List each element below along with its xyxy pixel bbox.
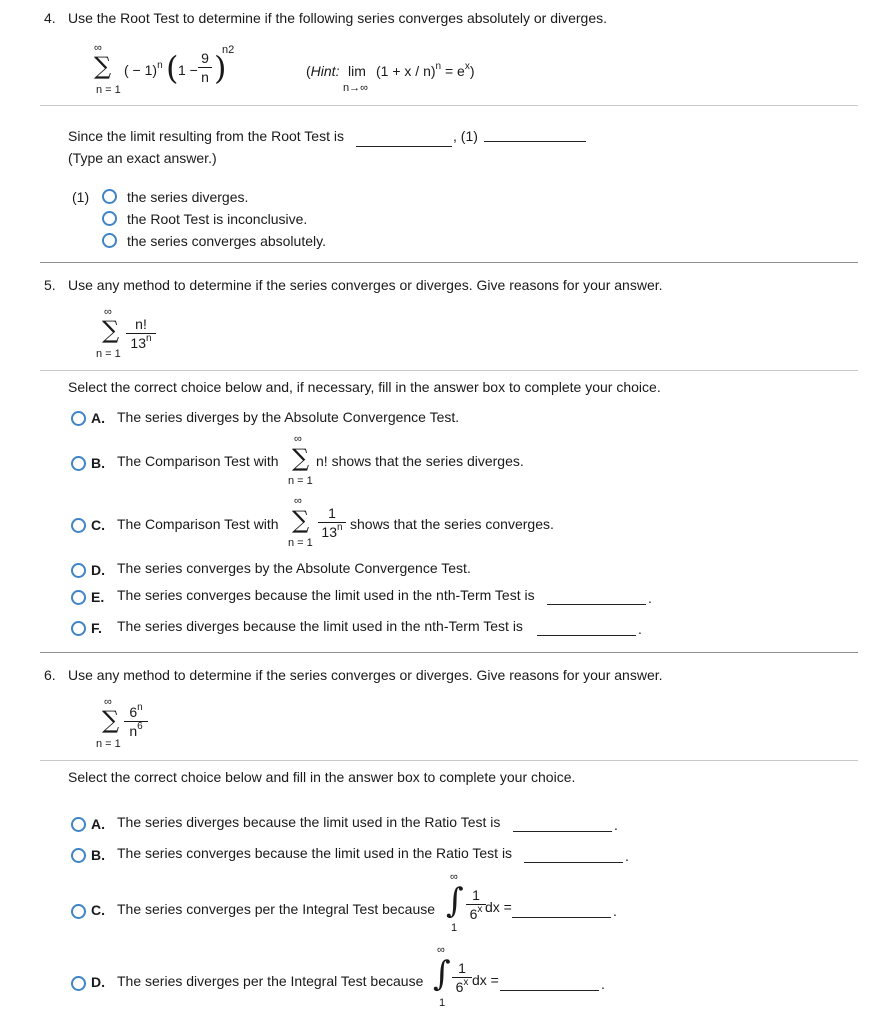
type-note: (Type an exact answer.) [68,150,217,166]
fraction-1-over-6x: 1 6$^x$ [466,887,486,922]
option-letter: A. [91,410,105,426]
radio-inconclusive[interactable] [102,211,117,226]
question-number: 6. [44,667,56,683]
divider [40,370,858,371]
option-a-answer-box[interactable] [513,831,612,832]
fraction-1-over-13n: 1 13$^n$ [318,505,346,540]
integral-upper: ∞ [437,944,445,956]
option-e-answer-box[interactable] [547,604,646,605]
sigma-lower: n = 1 [288,475,313,487]
radio-converges-absolutely[interactable] [102,233,117,248]
sigma-lower: n = 1 [288,537,313,549]
question-prompt: Use the Root Test to determine if the following series converges absolutely or diverges. [68,10,608,26]
hint-limit-under: n→∞ [343,82,368,94]
period: . [601,976,605,992]
option-d-answer-box[interactable] [500,990,599,991]
option-letter: D. [91,974,105,990]
section-divider [40,652,858,653]
sigma-symbol: ∑ [102,706,120,734]
question-number: 5. [44,277,56,293]
choice-diverges: the series diverges. [127,189,249,205]
sigma-upper: ∞ [104,696,112,708]
integral-lower: 1 [451,922,458,934]
dx-equals: dx = [472,972,499,988]
limit-statement: Since the limit resulting from the Root Test is [68,128,344,144]
close-paren: ) [214,49,227,87]
integral-symbol: ∫ [433,954,451,994]
outer-exponent: n2 [222,44,235,56]
radio-option-a[interactable] [71,411,86,426]
option-letter: B. [91,847,105,863]
fraction-nfact-over-13n: n! 13$^n$ [126,316,156,351]
option-b-text: The Comparison Test with [117,453,279,469]
option-letter: D. [91,562,105,578]
radio-diverges[interactable] [102,189,117,204]
option-letter: A. [91,816,105,832]
radio-option-c[interactable] [71,904,86,919]
option-letter: F. [91,620,102,636]
limit-answer-box[interactable] [356,146,452,147]
sigma-lower: n = 1 [96,84,121,96]
radio-option-d[interactable] [71,976,86,991]
option-c-text: The series converges per the Integral Test because [117,901,436,917]
period: . [638,621,642,637]
choice-group-label: (1) [72,189,90,205]
option-b-text: The series converges because the limit used in the Ratio Test is [117,845,513,861]
option-d-text: The series diverges per the Integral Test because [117,973,424,989]
option-c-answer-box[interactable] [512,917,611,918]
radio-option-b[interactable] [71,848,86,863]
divider [40,105,858,106]
instruction: Select the correct choice below and, if necessary, fill in the answer box to complete your choice. [68,379,661,395]
sigma-symbol: ∑ [102,316,120,344]
question-number: 4. [44,10,56,26]
option-d-text: The series converges by the Absolute Convergence Test. [117,560,471,576]
fraction-9-over-n: 9 n [198,50,212,85]
choice-converges-absolutely: the series converges absolutely. [127,233,326,249]
radio-option-d[interactable] [71,563,86,578]
radio-option-e[interactable] [71,590,86,605]
fraction-1-over-6x: 1 6$^x$ [452,960,472,995]
hint-expression: $(1 + x / n)^n = e^x$) [376,61,475,79]
option-letter: E. [91,589,105,605]
radio-option-a[interactable] [71,817,86,832]
sigma-upper: ∞ [94,42,102,54]
sigma-symbol: ∑ [292,506,310,534]
radio-option-b[interactable] [71,456,86,471]
instruction: Select the correct choice below and fill in the answer box to complete your choice. [68,769,576,785]
integral-lower: 1 [439,997,446,1009]
option-a-text: The series diverges by the Absolute Convergence Test. [117,409,460,425]
hint-lim: lim [348,63,366,79]
inner-one: 1 − [178,62,198,78]
conclusion-answer-box[interactable] [484,141,586,142]
option-b-tail: n! shows that the series diverges. [316,453,524,469]
period: . [625,848,629,864]
option-c-tail: shows that the series converges. [350,516,554,532]
divider [40,760,858,761]
option-letter: C. [91,902,105,918]
option-letter: B. [91,455,105,471]
statement-mid: , (1) [453,128,478,144]
question-prompt: Use any method to determine if the series converges or diverges. Give reasons for your answer. [68,277,663,293]
sigma-symbol: ∑ [94,52,112,80]
option-e-text: The series converges because the limit used in the nth-Term Test is [117,587,535,603]
sigma-lower: n = 1 [96,738,121,750]
choice-inconclusive: the Root Test is inconclusive. [127,211,308,227]
radio-option-f[interactable] [71,621,86,636]
option-b-answer-box[interactable] [524,862,623,863]
option-c-text: The Comparison Test with [117,516,279,532]
option-f-text: The series diverges because the limit used in the nth-Term Test is [117,618,523,634]
option-f-answer-box[interactable] [537,635,636,636]
section-divider [40,262,858,263]
dx-equals: dx = [485,899,512,915]
hint-label: Hint: [310,63,340,79]
period: . [648,590,652,606]
sigma-symbol: ∑ [292,444,310,472]
option-letter: C. [91,517,105,533]
fraction-6n-over-n6: 6$^n$ $n^6$ [124,704,148,739]
integral-symbol: ∫ [446,881,464,921]
option-a-text: The series diverges because the limit used in the Ratio Test is [117,814,501,830]
open-paren: ( [166,49,179,87]
question-prompt: Use any method to determine if the series converges or diverges. Give reasons for your answer. [68,667,663,683]
term-base: ( − 1)$^n$ [124,60,163,78]
sigma-upper: ∞ [104,306,112,318]
sigma-upper: ∞ [294,433,302,445]
integral-upper: ∞ [450,871,458,883]
sigma-upper: ∞ [294,495,302,507]
period: . [613,903,617,919]
sigma-lower: n = 1 [96,348,121,360]
period: . [614,817,618,833]
radio-option-c[interactable] [71,518,86,533]
